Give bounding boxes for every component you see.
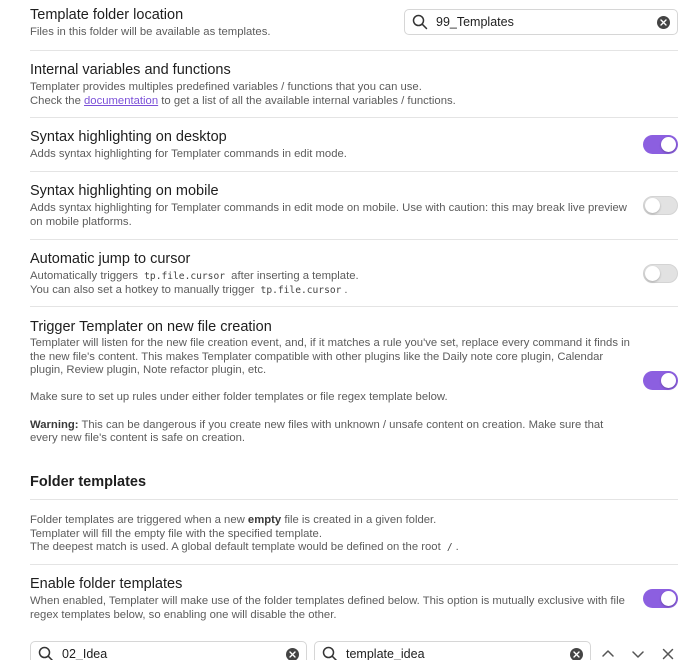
desc-text: to get a list of all the available internal variables / functions. [161,94,456,107]
code-snippet: tp.file.cursor [144,271,226,282]
setting-desc: Adds syntax highlighting for Templater commands in edit mode on mobile. Use with caution: this may break live preview on mobile platforms. [30,202,627,228]
documentation-link[interactable]: documentation [84,94,159,107]
toggle-knob [661,591,676,606]
desc-text: You can also set a hotkey to manually trigger [30,283,255,296]
setting-name: Syntax highlighting on desktop [30,129,227,145]
setting-name: Template folder location [30,7,184,23]
desc-line [30,284,359,298]
setting-syntax-mobile [30,171,678,239]
folder-value: 02_Idea [62,647,108,660]
syntax-mobile-toggle[interactable] [643,196,678,215]
toggle-knob [661,137,676,152]
folder-templates-heading: Folder templates [30,474,147,490]
setting-desc: Files in this folder will be available as templates. [30,26,271,38]
code-snippet: / [446,542,453,554]
search-icon [322,646,338,660]
desc-text: . [344,283,348,296]
search-icon [412,14,428,30]
setting-name: Automatic jump to cursor [30,251,191,267]
search-icon [38,646,54,660]
desc-text: The deepest match is used. A global default template would be defined on the root [30,541,441,554]
setting-desc: When enabled, Templater will make use of the folder templates defined below. This option is mutually exclusive with file regex templates below, so enabling one will disable the other. [30,595,625,621]
clear-icon[interactable] [286,648,299,660]
trigger-new-file-toggle[interactable] [643,371,678,390]
desc-line [30,270,359,284]
desc-paragraph: Make sure to set up rules under either folder templates or file regex template below. [30,391,448,404]
desc-paragraph [30,419,630,446]
desc-line: Templater provides multiples predefined variables / functions that you can use. [30,81,422,93]
setting-internal-variables [30,50,678,117]
setting-desc [30,270,359,297]
setting-syntax-desktop [30,117,678,171]
desc-line [30,541,459,555]
toggle-knob [645,198,660,213]
setting-desc: Adds syntax highlighting for Templater commands in edit mode. [30,148,347,160]
setting-trigger-new-file [30,306,678,458]
setting-enable-folder-templates [30,564,678,630]
clear-icon[interactable] [657,16,670,29]
template-value: template_idea [346,647,425,660]
auto-jump-toggle[interactable] [643,264,678,283]
desc-line [30,95,456,109]
desc-text: . [455,541,459,554]
setting-desc [30,514,459,555]
delete-rule-icon[interactable] [660,646,676,660]
desc-line [30,514,459,528]
warning-label: Warning: [30,418,79,431]
toggle-knob [661,373,676,388]
setting-name: Syntax highlighting on mobile [30,183,219,199]
folder-search-input[interactable] [30,641,307,660]
desc-bold: empty [247,514,282,526]
template-folder-search-input[interactable] [404,9,678,35]
desc-text: Automatically triggers [30,270,138,282]
template-search-input[interactable] [314,641,591,660]
enable-folder-templates-toggle[interactable] [643,589,678,608]
setting-name: Enable folder templates [30,576,183,592]
desc-line: Templater will fill the empty file with the specified template. [30,527,322,540]
setting-name: Internal variables and functions [30,62,231,78]
desc-text: after inserting a template. [231,270,359,282]
desc-text: Check the [30,94,81,107]
warning-text: This can be dangerous if you create new files with unknown / unsafe content on creation. Make sure that every new file's content is safe on creation. [30,418,604,445]
setting-desc [30,337,630,446]
desc-paragraph: Templater will listen for the new file creation event, and, if it matches a rule you've set, replace every command it finds in the new file's content. This makes Templater compatible with other plugins like the Daily note core plugin, Calendar plugin, Review plugin, Note refactor plugin, etc. [30,337,630,377]
code-snippet: tp.file.cursor [260,284,342,296]
folder-templates-info [30,499,678,564]
setting-name: Trigger Templater on new file creation [30,319,272,335]
move-down-icon[interactable] [630,646,646,660]
move-up-icon[interactable] [600,646,616,660]
setting-desc [30,81,456,108]
desc-text: Folder templates are triggered when a new [30,514,245,526]
setting-auto-jump [30,239,678,306]
clear-icon[interactable] [570,648,583,660]
syntax-desktop-toggle[interactable] [643,135,678,154]
desc-text: file is created in a given folder. [284,514,437,526]
template-folder-value: 99_Templates [436,15,514,29]
toggle-knob [645,266,660,281]
